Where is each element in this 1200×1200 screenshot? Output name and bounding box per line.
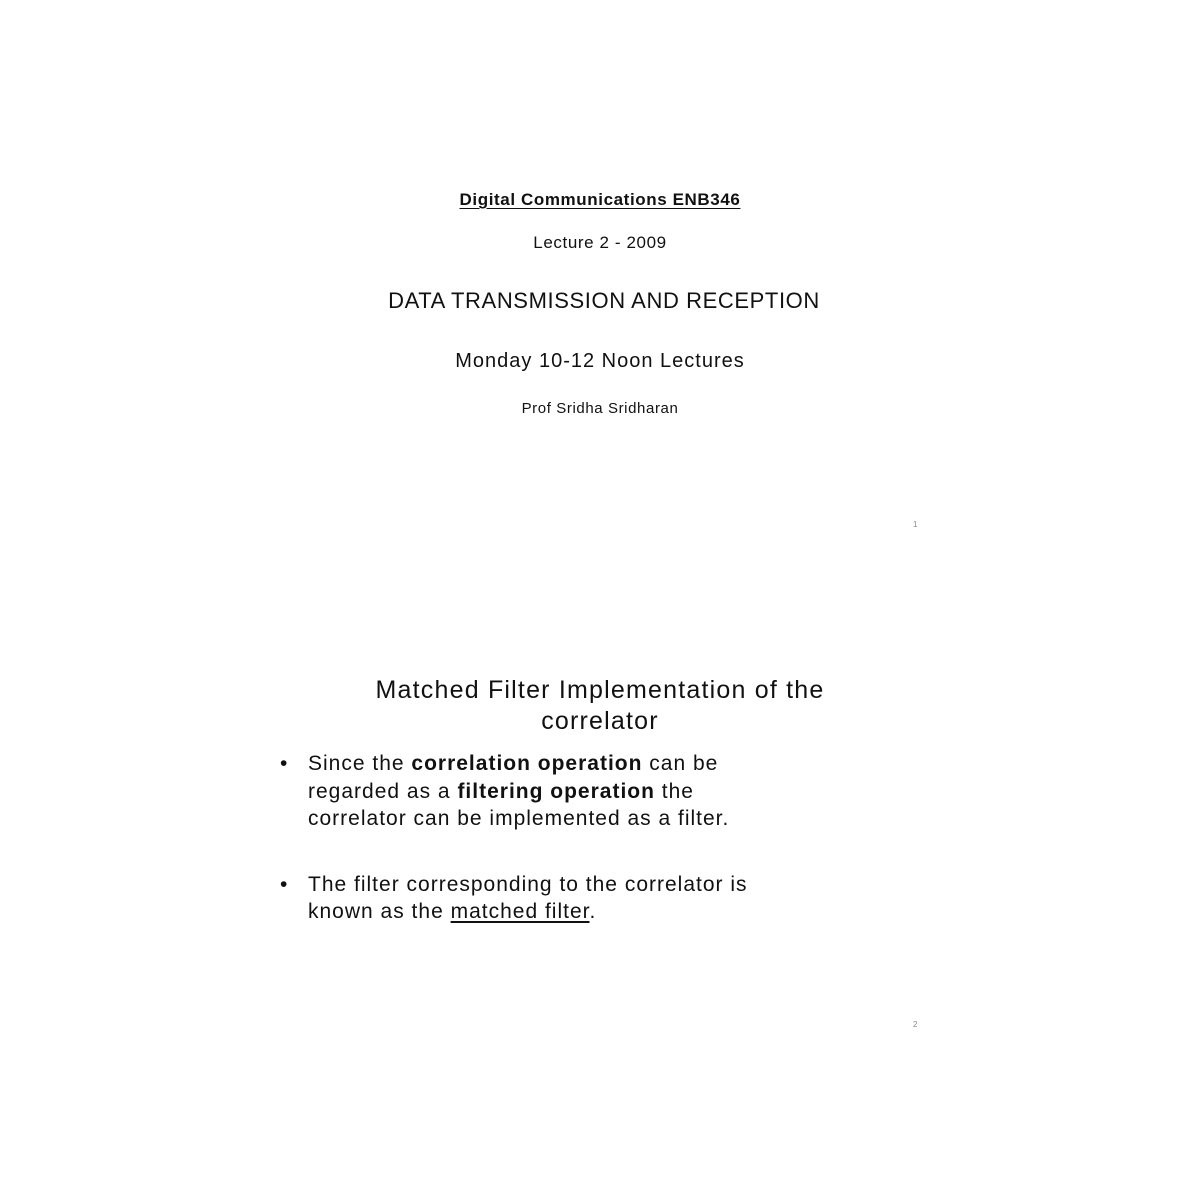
slide-title-line-1: Matched Filter Implementation of the — [375, 676, 825, 704]
bullet-text: correlator can be implemented as a filter. — [308, 807, 730, 830]
page-number: 2 — [913, 1020, 918, 1029]
slide-2 — [0, 500, 1200, 1029]
course-title-text: Digital Communications ENB346 — [459, 190, 741, 209]
bullet-item-correlation — [280, 750, 900, 833]
bullet-text: known as the — [308, 900, 451, 923]
bullet-list — [280, 750, 900, 926]
course-title — [0, 190, 1200, 210]
bullet-text: The filter corresponding to the correlator is — [308, 872, 748, 896]
bold-term-correlation-operation: correlation operation — [411, 752, 643, 775]
lecture-title: DATA TRANSMISSION AND RECEPTION — [388, 288, 820, 313]
bullet-item-matched-filter — [280, 871, 900, 926]
bold-term-filtering-operation: filtering operation — [457, 779, 655, 803]
bullet-icon: • — [280, 752, 289, 775]
bullet-text: can be — [642, 752, 719, 775]
bullet-line — [308, 750, 900, 778]
lecture-schedule: Monday 10-12 Noon Lectures — [455, 350, 745, 372]
bullet-text: the — [654, 779, 694, 803]
underlined-term-matched-filter: matched filter — [450, 900, 590, 923]
bullet-text: Since the — [308, 752, 412, 775]
slide-1 — [0, 0, 1200, 529]
lecture-label: Lecture 2 - 2009 — [533, 233, 667, 252]
slide-title — [0, 675, 1200, 737]
bullet-line — [308, 805, 900, 833]
bullet-line — [308, 871, 900, 899]
lecturer-name: Prof Sridha Sridharan — [521, 400, 679, 417]
bullet-text: regarded as a — [308, 779, 458, 803]
page-number: 1 — [913, 520, 918, 529]
bullet-text: . — [589, 900, 597, 923]
bullet-line — [308, 898, 900, 926]
slide-title-line-2: correlator — [541, 707, 659, 735]
bullet-line — [308, 778, 900, 806]
bullet-icon: • — [280, 872, 289, 896]
